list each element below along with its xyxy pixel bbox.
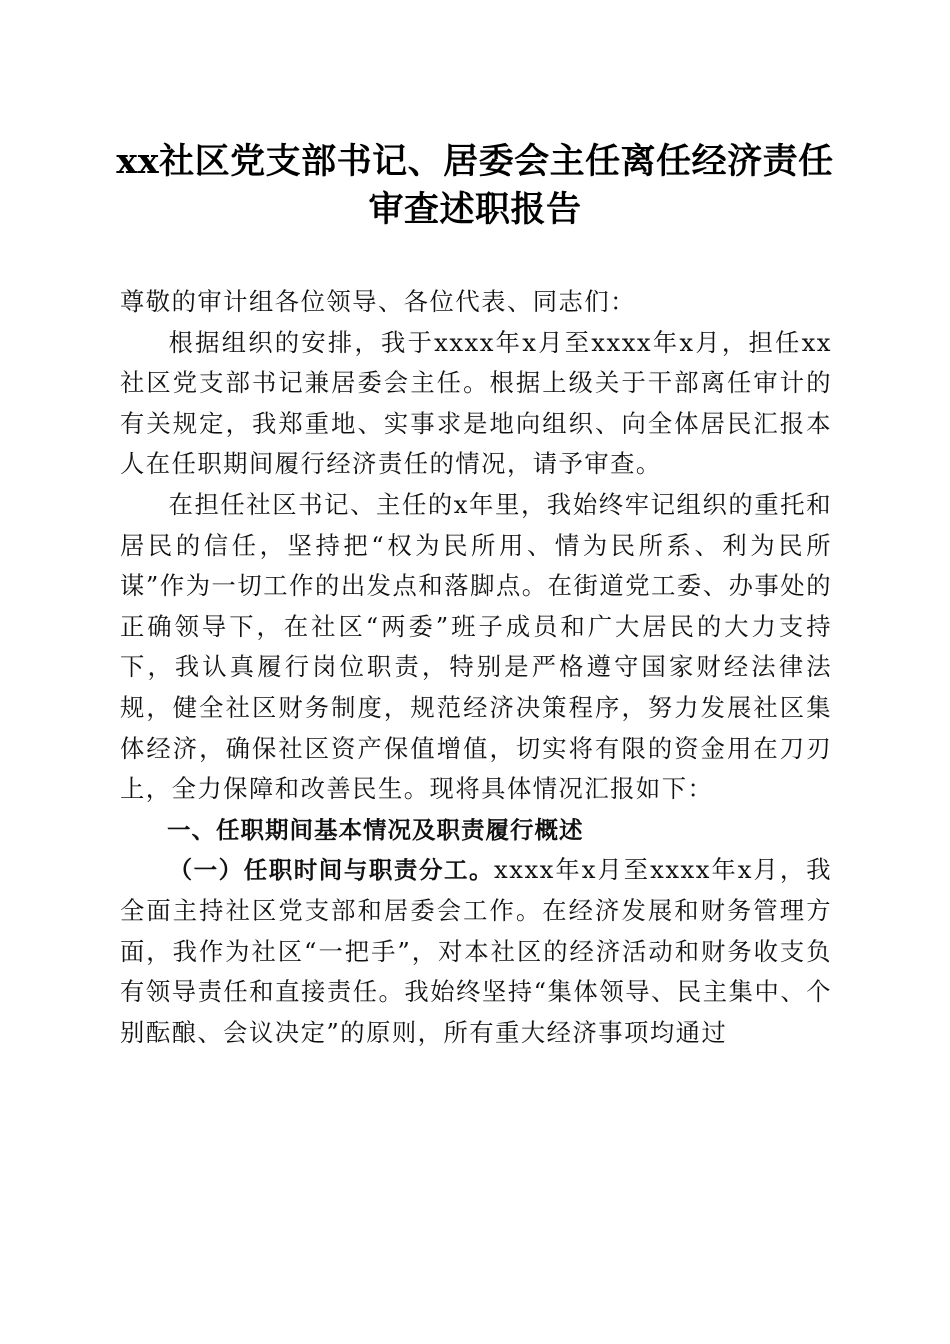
salutation: 尊敬的审计组各位领导、各位代表、同志们： — [120, 287, 636, 316]
document-title: xx社区党支部书记、居委会主任离任经济责任审查述职报告 — [116, 141, 834, 230]
section-heading: 一、任职期间基本情况及职责履行概述 — [167, 815, 584, 844]
paragraph-2: 在担任社区书记、主任的x年里，我始终牢记组织的重托和居民的信任，坚持把“权为民所用、情为民所系、利为民所谋”作为一切工作的出发点和落脚点。在街道党工委、办事处的正确领导下，在社区“两委”班子成员和广大居民的大力支持下，我认真履行岗位职责，特别是严格遵守国家财经法律法规，健全社区财务制度，规范经济决策程序，努力发展社区集体经济，确保社区资产保值增值，切实将有限的资金用在刀刃上，全力保障和改善民生。现将具体情况汇报如下： — [120, 489, 832, 804]
paragraph-1: 根据组织的安排，我于xxxx年x月至xxxx年x月，担任xx社区党支部书记兼居委会主任。根据上级关于干部离任审计的有关规定，我郑重地、实事求是地向组织、向全体居民汇报本人在任职期间履行经济责任的情况，请予审查。 — [120, 327, 832, 479]
document-body — [120, 282, 832, 1053]
subsection-lead: （一）任职时间与职责分工。 — [168, 856, 495, 885]
subsection-text: xxxx年x月至xxxx年x月，我全面主持社区党支部和居委会工作。在经济发展和财务管理方面，我作为社区“一把手”，对本社区的经济活动和财务收支负有领导责任和直接责任。我始终坚持“集体领导、民主集中、个别酝酿、会议决定”的原则，所有重大经济事项均通过 — [120, 855, 832, 1047]
subsection-paragraph — [120, 850, 832, 1053]
